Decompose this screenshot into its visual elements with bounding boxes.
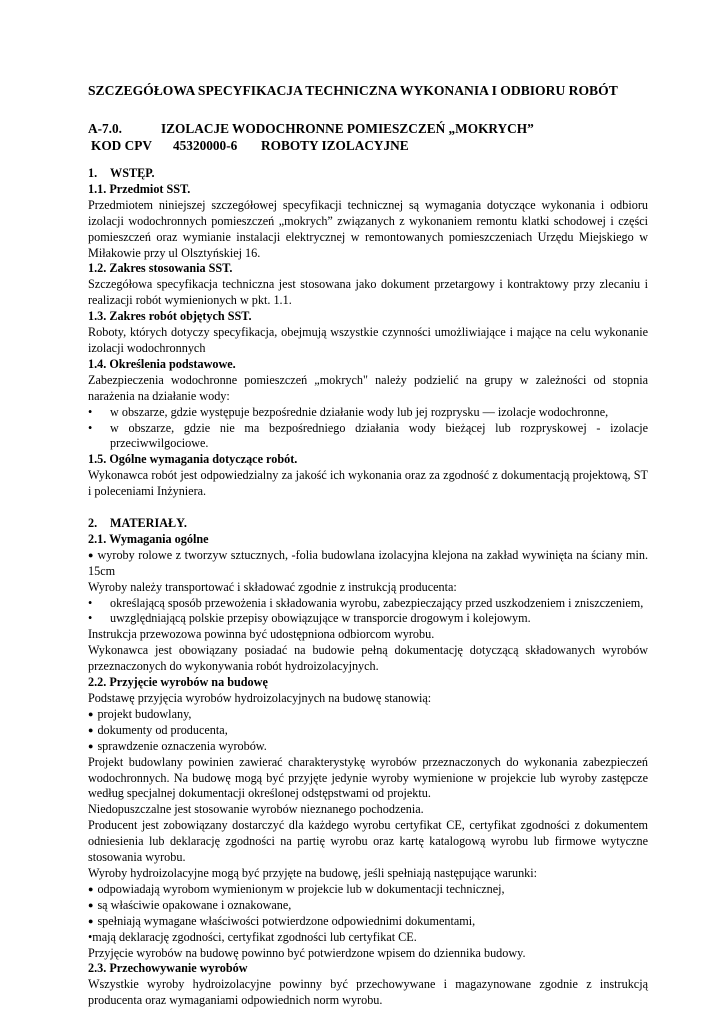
cpv-label: KOD CPV — [91, 138, 152, 153]
bullet-icon: ● — [88, 740, 94, 751]
paragraph-2-3: Wszystkie wyroby hydroizolacyjne powinny być przechowywane i magazynowane zgodnie z instrukcją producenta oraz wymaganiami odpowiednich norm wyrobu. — [88, 977, 648, 1008]
heading-1-3: 1.3. Zakres robót objętych SST. — [88, 309, 252, 324]
paragraph-2-2b: Projekt budowlany powinien zawierać charakterystykę wyrobów przeznaczonych do wykonania zabezpieczeń wodochronnych. Na budowę mogą być przyjęte jedynie wyroby wymienione w projekcie lub wyroby zastępcze według specjalnej dokumentacji określonej odstępstwami od projektu. — [88, 754, 648, 801]
list-item: ● sprawdzenie oznaczenia wyrobów. — [88, 738, 267, 753]
bullet-icon: ● — [88, 549, 94, 560]
heading-2-2: 2.2. Przyjęcie wyrobów na budowę — [88, 675, 268, 690]
heading-2-1: 2.1. Wymagania ogólne — [88, 531, 209, 546]
heading-1-1: 1.1. Przedmiot SST. — [88, 181, 191, 196]
list-item: ● dokumenty od producenta, — [88, 722, 228, 737]
heading-1-5: 1.5. Ogólne wymagania dotyczące robót. — [88, 452, 298, 467]
list-item: ● są właściwie opakowane i oznakowane, — [88, 897, 292, 912]
spec-name: IZOLACJE WODOCHRONNE POMIESZCZEŃ „MOKRYCH” — [161, 121, 534, 136]
cpv-name: ROBOTY IZOLACYJNE — [261, 138, 409, 153]
document-title: SZCZEGÓŁOWA SPECYFIKACJA TECHNICZNA WYKONANIA I ODBIORU ROBÓT — [88, 83, 618, 98]
bullet-icon: ● — [88, 915, 94, 926]
list-item: • określającą sposób przewożenia i składowania wyrobu, zabezpieczający przed uszkodzeniem i zniszczeniem, — [88, 595, 644, 610]
paragraph-1-2: Szczegółowa specyfikacja techniczna jest stosowana jako dokument przetargowy i kontraktowy przy zlecaniu i realizacji robót wymienionych w pkt. 1.1. — [88, 277, 648, 308]
document-body — [88, 82, 648, 1009]
list-item: ● spełniają wymagane właściwości potwierdzone odpowiednimi dokumentami, — [88, 913, 476, 928]
paragraph-2-1d: Wykonawca jest obowiązany posiadać na budowie pełną dokumentację dotyczącą składowanych wyrobów przeznaczonych do wykonywania robót hydroizolacyjnych. — [88, 643, 648, 674]
bullet-icon: ● — [88, 708, 94, 719]
paragraph-2-1b: Wyroby należy transportować i składować zgodnie z instrukcją producenta: — [88, 579, 457, 594]
paragraph-2-2d: Producent jest zobowiązany dostarczyć dla każdego wyrobu certyfikat CE, certyfikat zgodności z dokumentem odniesienia lub deklarację zgodności na partię wyrobu oraz kartę katalogową wyrobu lub firmowe wytyczne stosowania wyrobu. — [88, 818, 648, 865]
list-item: ● projekt budowlany, — [88, 706, 192, 721]
paragraph-2-1a: ● wyroby rolowe z tworzyw sztucznych, -folia budowlana izolacyjna klejona na zakład wywinięta na ściany min. 15cm — [88, 547, 648, 578]
paragraph-2-1c: Instrukcja przewozowa powinna być udostępniona odbiorcom wyrobu. — [88, 627, 435, 642]
paragraph-2-2a: Podstawę przyjęcia wyrobów hydroizolacyjnych na budowę stanowią: — [88, 691, 432, 705]
bullet-icon: ● — [88, 724, 94, 735]
section-1-heading: 1. WSTĘP. — [88, 166, 155, 180]
heading-1-2: 1.2. Zakres stosowania SST. — [88, 261, 233, 276]
heading-2-3: 2.3. Przechowywanie wyrobów — [88, 961, 248, 976]
paragraph-1-1: Przedmiotem niniejszej szczegółowej specyfikacji technicznej są wymagania dotyczące wykonania i odbioru izolacji wodochronnych pomieszczeń „mokrych” związanych z wykonaniem remontu klatki schodowej i części pomieszczeń oraz wymianie instalacji elektrycznej w remontowanych pomieszczeniach Urzędu Miejskiego w Miłakowie przy ul Olsztyńskiej 16. — [88, 197, 648, 260]
list-item: • w obszarze, gdzie występuje bezpośrednie działanie wody lub jej rozprysku — izolacje wodochronne, — [88, 404, 609, 419]
bullet-icon: • — [88, 404, 93, 419]
bullet-icon: • — [88, 595, 93, 610]
heading-1-4: 1.4. Określenia podstawowe. — [88, 356, 236, 371]
list-item: • uwzględniającą polskie przepisy obowiązujące w transporcie drogowym i kolejowym. — [88, 611, 531, 626]
bullet-icon: • — [88, 420, 93, 435]
cpv-code: 45320000-6 — [173, 138, 238, 153]
section-2-heading: 2. MATERIAŁY. — [88, 516, 187, 531]
cpv-heading — [88, 137, 648, 154]
spec-code: A-7.0. — [88, 121, 122, 136]
paragraph-1-3: Roboty, których dotyczy specyfikacja, obejmują wszystkie czynności umożliwiające i mające na celu wykonanie izolacji wodochronnych — [88, 325, 648, 355]
paragraph-1-5: Wykonawca robót jest odpowiedzialny za jakość ich wykonania oraz za zgodność z dokumentacją projektową, ST i poleceniami Inżyniera. — [88, 468, 648, 499]
list-item: • w obszarze, gdzie nie ma bezpośredniego działania wody bieżącej lub rozpryskowej - izolacje przeciwwilgociowe. — [88, 420, 648, 451]
paragraph-2-2g: Przyjęcie wyrobów na budowę powinno być potwierdzone wpisem do dziennika budowy. — [88, 945, 526, 960]
bullet-icon: • — [88, 611, 93, 626]
paragraph-2-2e: Wyroby hydroizolacyjne mogą być przyjęte na budowę, jeśli spełniają następujące warunki: — [88, 865, 538, 880]
bullet-icon: ● — [88, 883, 94, 894]
paragraph-2-2f: •mają deklarację zgodności, certyfikat zgodności lub certyfikat CE. — [88, 929, 417, 944]
spec-code-heading — [88, 120, 648, 137]
list-item: ● odpowiadają wyrobom wymienionym w projekcie lub w dokumentacji technicznej, — [88, 881, 505, 896]
bullet-icon: ● — [88, 899, 94, 910]
paragraph-1-4: Zabezpieczenia wodochronne pomieszczeń „mokrych" należy podzielić na grupy w zależności od stopnia narażenia na działanie wody: — [88, 372, 648, 403]
paragraph-2-2c: Niedopuszczalne jest stosowanie wyrobów nieznanego pochodzenia. — [88, 802, 424, 817]
